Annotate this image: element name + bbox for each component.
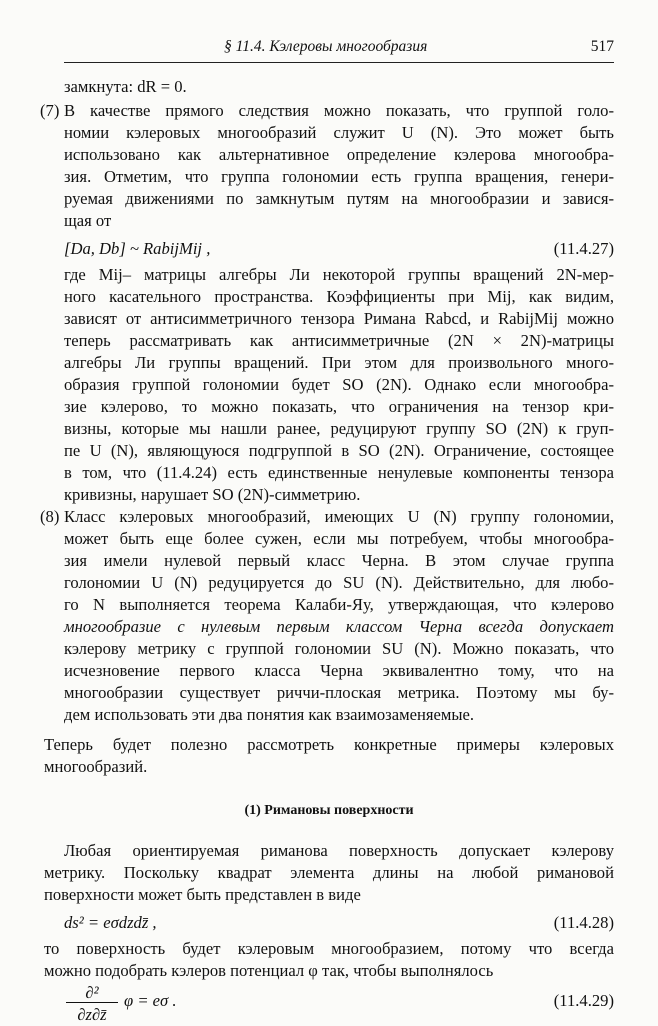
text-line: ного касательного пространства. Коэффициенты при Mij, как видим, [64, 287, 614, 306]
text-line: теперь рассматривать как антисимметричные (2N × 2N)-матрицы [64, 331, 614, 350]
text-line: Теперь будет полезно рассмотреть конкретные примеры кэлеровых [44, 735, 614, 754]
text-line: метрику. Поскольку квадрат элемента длины на любой римановой [44, 863, 614, 882]
text-line-italic: многообразие с нулевым первым классом Черна всегда допускает [64, 617, 614, 636]
text-line: может быть еще более сужен, если мы потребуем, чтобы многообра- [64, 529, 614, 548]
equation-formula: φ = eσ . [124, 991, 177, 1010]
text-line: зие кэлерово, то можно показать, что ограничения на тензор кри- [64, 397, 614, 416]
text-line: можно подобрать кэлеров потенциал φ так, чтобы выполнялось [44, 961, 494, 980]
text-line: замкнута: dR = 0. [64, 77, 187, 96]
header-title: § 11.4. Кэлеровы многообразия [224, 38, 428, 55]
text-line: многообразий. [44, 757, 148, 776]
text-line: многообразии существует риччи-плоская метрика. Поэтому мы бу- [64, 683, 614, 702]
page-number: 517 [590, 38, 614, 55]
item-label-7: (7) [40, 101, 60, 120]
text-line: В качестве прямого следствия можно показать, что группой голо- [64, 101, 614, 120]
text-line: зия. Отметим, что группа голономии есть группа вращения, генери- [64, 167, 614, 186]
text-line: кривизны, нарушает SO (2N)-симметрию. [64, 485, 361, 504]
text-line: голономии U (N) редуцируется до SU (N). Действительно, для любо- [64, 573, 614, 592]
equation-number: (11.4.28) [553, 913, 614, 932]
text-line: щая от [64, 211, 112, 230]
equation-formula: ds² = eσdzdz̄ , [64, 913, 157, 932]
text-line: зависят от антисимметричного тензора Римана Rabcd, и RabijMij можно [64, 309, 614, 328]
text-line: дем использовать эти два понятия как взаимозаменяемые. [64, 705, 475, 724]
running-header [64, 36, 614, 63]
text-line: Класс кэлеровых многообразий, имеющих U (N) группу голономии, [64, 507, 614, 526]
text-line: поверхности может быть представлен в виде [44, 885, 361, 904]
fraction-denominator: ∂z∂z̄ [77, 1005, 107, 1024]
equation-formula: [Da, Db] ~ RabijMij , [64, 239, 211, 258]
text-line: номии кэлеровых многообразий служит U (N). Это может быть [64, 123, 614, 142]
text-line: образия группой голономии будет SO (2N). Однако если многообра- [64, 375, 614, 394]
text-line: в том, что (11.4.24) есть единственные ненулевые компоненты тензора [64, 463, 614, 482]
equation-number: (11.4.29) [553, 991, 614, 1010]
text-line: кэлерову метрику с группой голономии SU (N). Можно показать, что [64, 639, 614, 658]
fraction-numerator: ∂² [85, 983, 99, 1002]
text-line: визны, которые мы нашли ранее, редуцируют группу SO (2N) к груп- [64, 419, 614, 438]
text-line: где Mij– матрицы алгебры Ли некоторой группы вращений 2N-мер- [64, 265, 614, 284]
text-line: то поверхность будет кэлеровым многообразием, потому что всегда [44, 939, 614, 958]
section-heading: (1) Римановы поверхности [244, 803, 414, 818]
text-line: алгебры Ли группы вращений. При этом для произвольного много- [64, 353, 614, 372]
text-line: пе U (N), являющуюся подгруппой в SO (2N). Ограничение, состоящее [64, 441, 614, 460]
text-line: Любая ориентируемая риманова поверхность допускает кэлерову [64, 841, 614, 860]
item-label-8: (8) [40, 507, 60, 526]
text-line: зия имели нулевой первый класс Черна. В этом случае группа [64, 551, 614, 570]
equation-number: (11.4.27) [553, 239, 614, 258]
fraction-bar [66, 1002, 118, 1003]
text-line: использовано как альтернативное определение кэлерова многообра- [64, 145, 614, 164]
text-line: исчезновение первого класса Черна эквивалентно тому, что на [64, 661, 614, 680]
text-line: руемая движениями по замкнутым путям на многообразии и завися- [64, 189, 614, 208]
text-line: го N выполняется теорема Калаби-Яу, утверждающая, что кэлерово [64, 595, 614, 614]
